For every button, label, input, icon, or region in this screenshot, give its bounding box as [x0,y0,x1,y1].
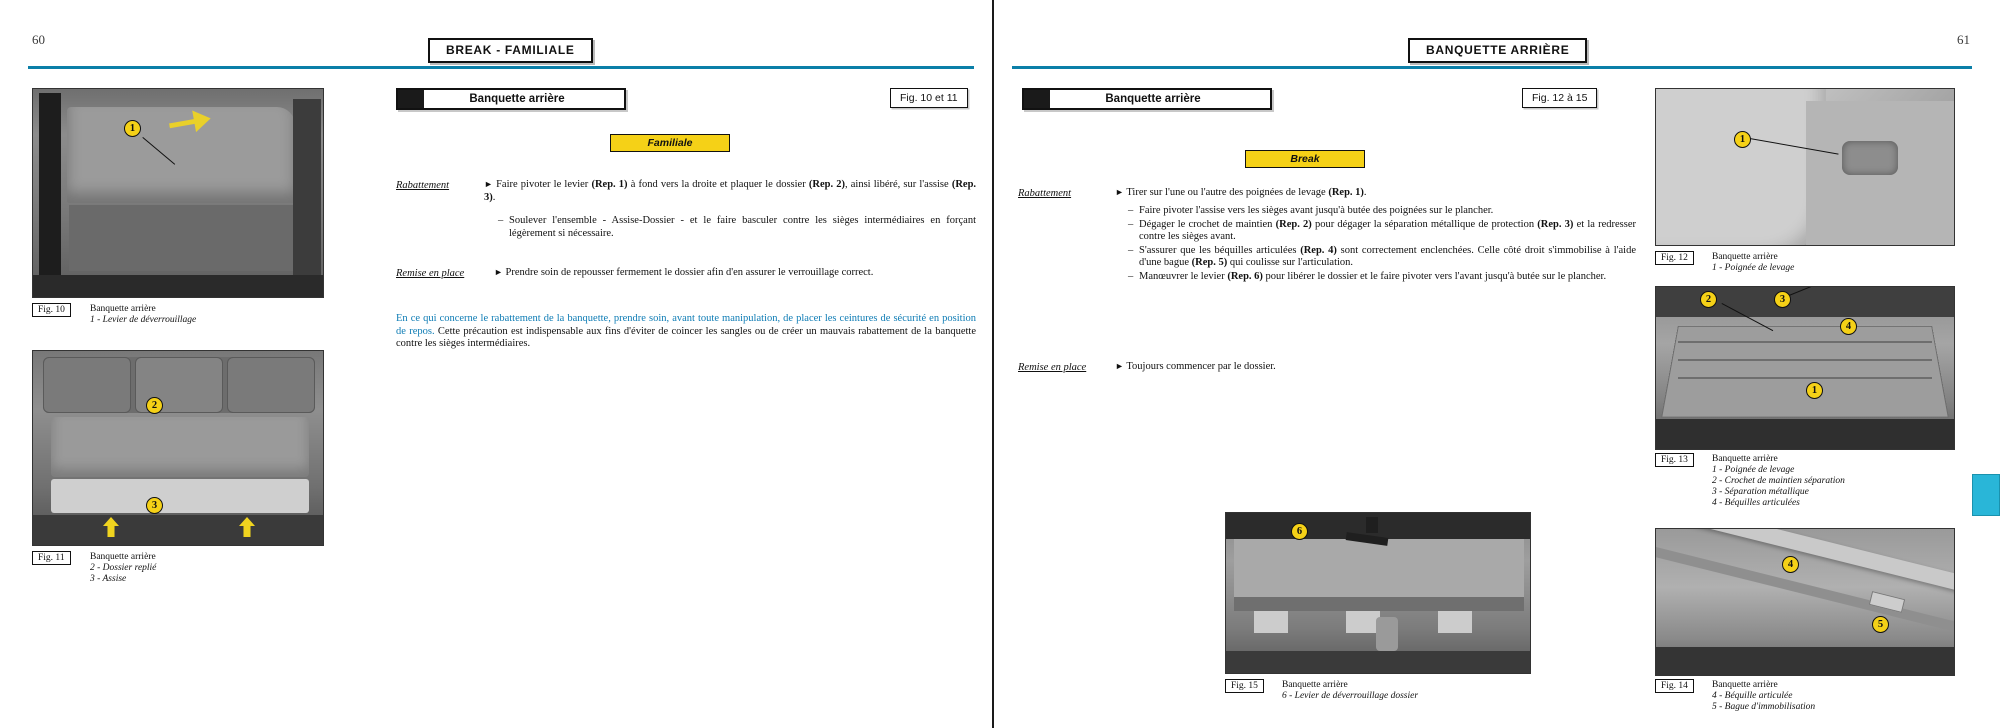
figure-13-item-1: 1 - Poignée de levage [1712,465,1795,475]
right-variant-badge: Break [1245,150,1365,168]
right-rabattement-items [1128,205,1636,285]
figure-15-item-1: 6 - Levier de déverrouillage dossier [1282,691,1419,701]
figure-10-item-1: 1 - Levier de déverrouillage [90,315,197,325]
figure-13-callout-3: 3 [1774,291,1791,308]
left-section-title: Banquette arrière [469,93,565,105]
figure-13-item-3: 3 - Séparation métallique [1712,487,1809,497]
figure-13-item-2: 2 - Crochet de maintien séparation [1712,476,1845,486]
left-label-remise: Remise en place [396,268,465,279]
figure-13-callout-4: 4 [1840,318,1857,335]
bullet-arrow-icon: ► [484,179,493,189]
page-gutter [992,0,994,728]
left-label-rabattement: Rabattement [396,180,450,191]
figure-14-item-2: 5 - Bague d'immobilisation [1712,702,1816,712]
left-remise-text [494,266,978,280]
figure-11-photo [32,350,324,546]
figure-12-title: Banquette arrière [1712,252,1778,262]
figure-12-number: Fig. 12 [1655,251,1694,265]
figure-15-title: Banquette arrière [1282,680,1348,690]
bullet-arrow-icon: ► [1115,361,1124,371]
figure-12-photo [1655,88,1955,246]
figure-13-item-4: 4 - Béquilles articulées [1712,498,1800,508]
figure-14-callout-5: 5 [1872,616,1889,633]
list-item: – Dégager le crochet de maintien (Rep. 2) pour dégager la séparation métallique de protection (Rep. 3) et la redresser contre les sièges avant. [1128,219,1636,244]
figure-14-caption [1712,680,1815,713]
left-variant-badge: Familiale [610,134,730,152]
figure-10-photo [32,88,324,298]
figure-15-callout-6: 6 [1291,523,1308,540]
left-page-number: 60 [32,32,45,47]
figure-14-number: Fig. 14 [1655,679,1694,693]
figure-11-callout-2: 2 [146,397,163,414]
left-fig-ref: Fig. 10 et 11 [890,88,968,108]
figure-10-number: Fig. 10 [32,303,71,317]
edge-thumb-tab [1972,474,2000,516]
right-label-remise: Remise en place [1018,362,1087,373]
figure-13-number: Fig. 13 [1655,453,1694,467]
figure-10-title: Banquette arrière [90,304,156,314]
bullet-arrow-icon: ► [1115,187,1124,197]
right-section-bar [1022,88,1272,110]
right-label-rabattement: Rabattement [1018,188,1072,199]
list-item: – Faire pivoter l'assise vers les sièges avant jusqu'à butée des poignées sur le plancher. [1128,205,1636,218]
figure-15-photo [1225,512,1531,674]
left-note-block [396,313,976,351]
figure-14-photo [1655,528,1955,676]
figure-13-callout-2: 2 [1700,291,1717,308]
figure-15-number: Fig. 15 [1225,679,1264,693]
figure-10-callout-1: 1 [124,120,141,137]
right-rabattement-intro [1115,186,1635,200]
right-page-header: BANQUETTE ARRIÈRE [1408,38,1587,63]
figure-13-title: Banquette arrière [1712,454,1778,464]
figure-14-title: Banquette arrière [1712,680,1778,690]
right-rabattement-intro-text: Tirer sur l'une ou l'autre des poignées de levage (Rep. 1). [1126,187,1367,198]
left-note-rest: Cette précaution est indispensable aux fins d'éviter de coincer les sangles ou de créer un mauvais rabattement de la banquette contre les sièges intermédiaires. [396,325,977,350]
right-remise-value: Toujours commencer par le dossier. [1126,361,1276,372]
figure-11-callout-3: 3 [146,497,163,514]
figure-14-callout-4: 4 [1782,556,1799,573]
right-remise-text [1115,360,1635,374]
right-header-rule [1012,66,1972,69]
section-bar-block [1024,90,1050,108]
figure-11-title: Banquette arrière [90,552,156,562]
figure-11-number: Fig. 11 [32,551,71,565]
figure-12-callout-1: 1 [1734,131,1751,148]
figure-11-item-1: 2 - Dossier replié [90,563,157,573]
figure-15-caption [1282,680,1418,702]
left-page-header: BREAK - FAMILIALE [428,38,593,63]
left-section-bar [396,88,626,110]
figure-13-caption [1712,454,1845,509]
left-rabattement-intro-text: Faire pivoter le levier (Rep. 1) à fond vers la droite et plaquer le dossier (Rep. 2), ainsi libéré, sur l'assise (Rep. 3). [484,179,977,203]
figure-12-item-1: 1 - Poignée de levage [1712,263,1795,273]
left-rabattement-items [498,215,976,241]
section-bar-block [398,90,424,108]
figure-12-caption [1712,252,1794,274]
figure-11-caption [90,552,156,585]
handle-recess [1842,141,1898,175]
figure-10-caption [90,304,196,326]
figure-14-item-1: 4 - Béquille articulée [1712,691,1793,701]
bullet-arrow-icon: ► [494,267,503,277]
list-item: – S'assurer que les béquilles articulées (Rep. 4) sont correctement enclenchées. Celle côté droit s'immobilise à l'aide d'une bague (Rep. 5) qui coulisse sur l'articulation. [1128,245,1636,270]
list-item: – Soulever l'ensemble - Assise-Dossier - et le faire basculer contre les sièges intermédiaires en forçant légèrement si nécessaire. [498,215,976,240]
figure-13-callout-1: 1 [1806,382,1823,399]
right-page-number: 61 [1957,32,1970,47]
right-section-title: Banquette arrière [1105,93,1201,105]
left-note-highlight: En ce qui concerne le rabattement de la banquette, prendre soin, avant toute manipulation, de placer les ceintures de sécurité en position de repos. [396,313,976,337]
figure-11-item-2: 3 - Assise [90,574,127,584]
figure-13-photo [1655,286,1955,450]
list-item: – Manœuvrer le levier (Rep. 6) pour libérer le dossier et le faire pivoter vers l'avant jusqu'à butée sur le plancher. [1128,271,1636,284]
left-rabattement-intro [484,178,976,204]
right-fig-ref: Fig. 12 à 15 [1522,88,1597,108]
left-header-rule [28,66,974,69]
left-remise-value: Prendre soin de repousser fermement le dossier afin d'en assurer le verrouillage correct. [505,267,874,278]
